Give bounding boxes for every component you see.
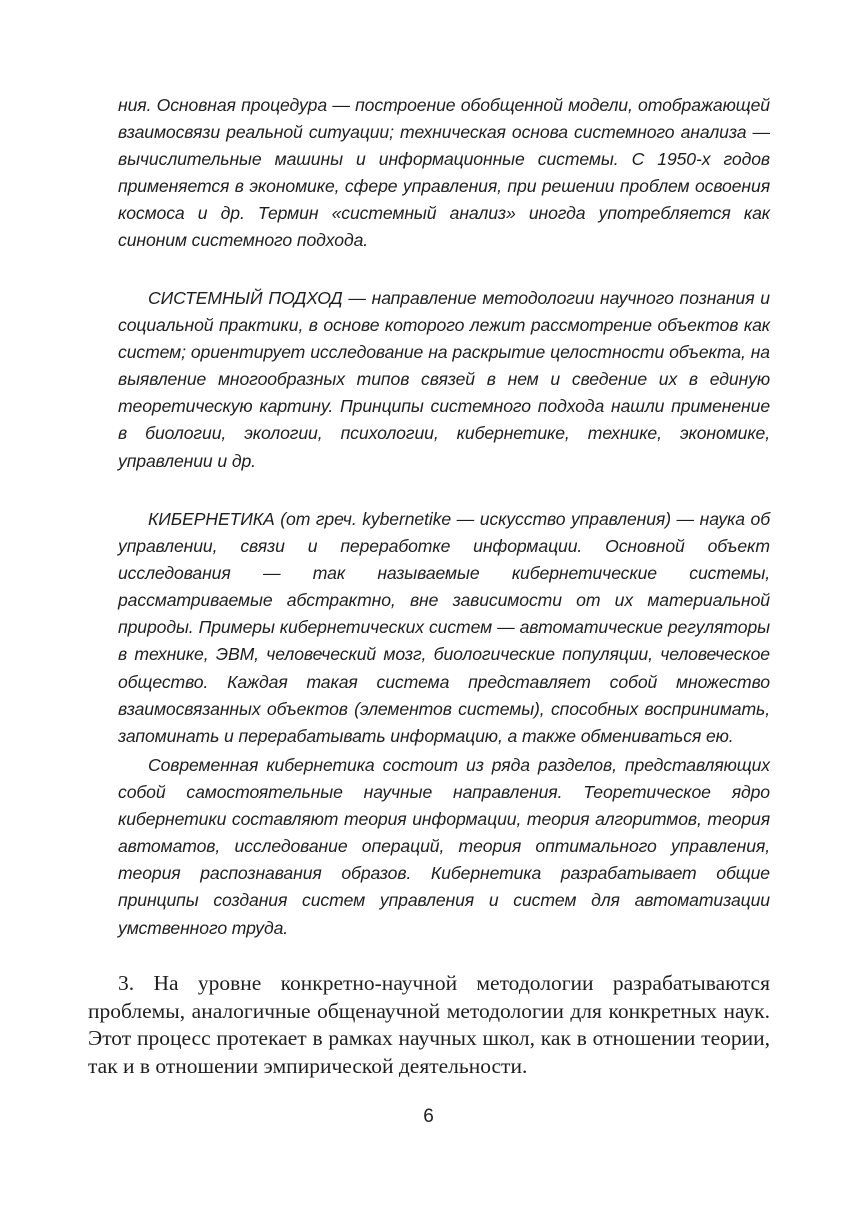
glossary-entry-system-analysis [118,92,770,255]
glossary-entry-cybernetics [118,506,770,750]
entry-text: КИБЕРНЕТИКА (от греч. kybernetike — искусство управления) — наука об управлении, связи и переработке информации. Основной объект исследования — так называемые кибернетические системы, рассматриваемые абстрактно, вне зависимости от их материальной природы. Примеры кибернетических систем — автоматические регуляторы в технике, ЭВМ, человеческий мозг, биологические популяции, человеческое общество. Каждая такая система представляет собой множество взаимосвязанных объектов (элементов системы), способных воспринимать, запоминать и перерабатывать информацию, а также обмениваться ею. [118,509,770,746]
entry-text: СИСТЕМНЫЙ ПОДХОД — направление методологии научного познания и социальной практики, в основе которого лежит рассмотрение объектов как систем; ориентирует исследование на раскрытие целостности объекта, на выявление многообразных типов связей в нем и сведение их в единую теоретическую картину. Принципы системного подхода нашли применение в биологии, экологии, психологии, кибернетике, технике, экономике, управлении и др. [118,288,770,471]
entry-text: ния. Основная процедура — построение обобщенной модели, отображающей взаимосвязи реальной ситуации; техническая основа системного анализа — вычислительные машины и информационные системы. С 1950-х годов применяется в экономике, сфере управления, при решении проблем освоения космоса и др. Термин «системный анализ» иногда употребляется как синоним системного подхода. [118,95,770,251]
page-number: 6 [423,1106,434,1127]
entry-text: Современная кибернетика состоит из ряда разделов, представляющих собой самостоятельные научные направления. Теоретическое ядро кибернетики составляют теория информации, теория алгоритмов, теория автоматов, исследование операций, теория оптимального управления, теория распознавания образов. Кибернетика разрабатывает общие принципы создания систем управления и систем для автоматизации умственного труда. [118,755,770,938]
body-paragraph: 3. На уровне конкретно-научной методологии разрабатываются проблемы, аналогичные общенаучной методологии для конкретных наук. Этот процесс протекает в рамках научных школ, как в отношении теории, так и в отношении эмпирической деятельности. [88,971,770,1078]
glossary-entry-system-approach [118,285,770,475]
glossary-entry-cybernetics-continued [118,752,770,942]
